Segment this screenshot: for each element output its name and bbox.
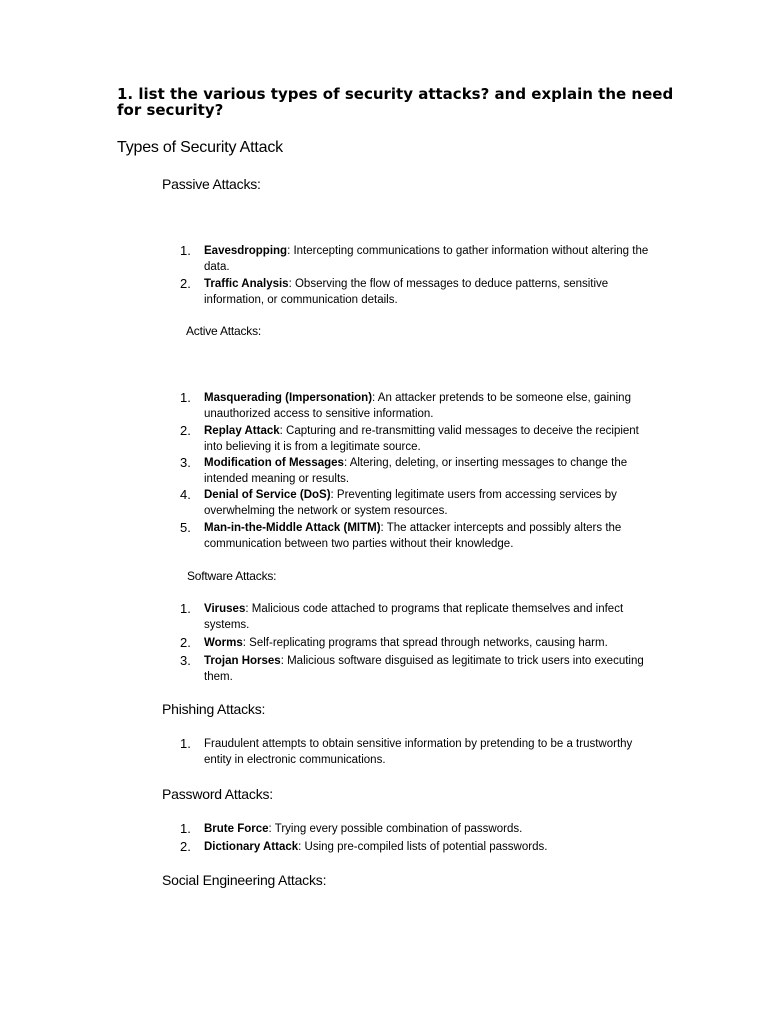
list-number: 2. bbox=[180, 423, 191, 438]
list-number: 3. bbox=[180, 653, 191, 668]
list-item bbox=[180, 423, 650, 455]
term: Man-in-the-Middle Attack (MITM) bbox=[204, 522, 381, 534]
description: : An attacker pretends to be someone else, gaining unauthorized access to sensitive information. bbox=[204, 392, 631, 420]
list-number: 1. bbox=[180, 821, 191, 836]
list-item bbox=[180, 243, 650, 275]
question-heading: 1. list the various types of security attacks? and explain the need for security? bbox=[117, 85, 674, 119]
software-attacks-heading: Software Attacks: bbox=[187, 569, 277, 583]
term: Viruses bbox=[204, 603, 246, 615]
list-number: 3. bbox=[180, 455, 191, 470]
description: : Observing the flow of messages to deduce patterns, sensitive information, or communication details. bbox=[204, 278, 609, 306]
description: : Capturing and re-transmitting valid messages to deceive the recipient into believing it is from a legitimate source. bbox=[204, 425, 639, 453]
list-number: 4. bbox=[180, 487, 191, 502]
term: Trojan Horses bbox=[204, 655, 281, 667]
list-item bbox=[180, 390, 650, 422]
list-item bbox=[180, 520, 650, 552]
description: : Altering, deleting, or inserting messages to change the intended meaning or results. bbox=[204, 457, 628, 485]
active-attacks-heading: Active Attacks: bbox=[186, 324, 262, 338]
description: : Trying every possible combination of passwords. bbox=[268, 823, 523, 835]
list-item bbox=[180, 455, 650, 487]
list-number: 5. bbox=[180, 520, 191, 535]
term: Brute Force bbox=[204, 823, 269, 835]
list-item bbox=[180, 601, 650, 633]
list-item bbox=[180, 821, 650, 837]
list-number: 1. bbox=[180, 390, 191, 405]
section-heading: Types of Security Attack bbox=[117, 139, 283, 156]
password-attacks-heading: Password Attacks: bbox=[162, 786, 273, 802]
phishing-attacks-heading: Phishing Attacks: bbox=[162, 701, 266, 717]
list-item bbox=[180, 276, 650, 308]
description: : The attacker intercepts and possibly alters the communication between two parties without their knowledge. bbox=[204, 522, 622, 550]
description: : Intercepting communications to gather information without altering the data. bbox=[204, 245, 649, 273]
list-item bbox=[180, 653, 650, 685]
list-item bbox=[180, 487, 650, 519]
list-item bbox=[180, 839, 650, 855]
social-engineering-attacks-heading: Social Engineering Attacks: bbox=[162, 872, 327, 888]
list-number: 1. bbox=[180, 736, 191, 751]
term: Traffic Analysis bbox=[204, 278, 289, 290]
list-number: 2. bbox=[180, 635, 191, 650]
list-number: 1. bbox=[180, 243, 191, 258]
term: Modification of Messages bbox=[204, 457, 344, 469]
list-number: 2. bbox=[180, 839, 191, 854]
description: Fraudulent attempts to obtain sensitive information by pretending to be a trustworthy entity in electronic communications. bbox=[204, 738, 633, 766]
description: : Malicious software disguised as legitimate to trick users into executing them. bbox=[204, 655, 644, 683]
description: : Self-replicating programs that spread through networks, causing harm. bbox=[242, 637, 608, 649]
passive-attacks-heading: Passive Attacks: bbox=[162, 176, 261, 192]
description: : Preventing legitimate users from accessing services by overwhelming the network or system resources. bbox=[204, 489, 617, 517]
term: Dictionary Attack bbox=[204, 841, 299, 853]
term: Replay Attack bbox=[204, 425, 280, 437]
list-item bbox=[180, 736, 650, 768]
description: : Using pre-compiled lists of potential passwords. bbox=[298, 841, 548, 853]
term: Masquerading (Impersonation) bbox=[204, 392, 373, 404]
list-number: 1. bbox=[180, 601, 191, 616]
term: Worms bbox=[204, 637, 243, 649]
description: : Malicious code attached to programs that replicate themselves and infect systems. bbox=[204, 603, 624, 631]
list-item bbox=[180, 635, 650, 651]
term: Denial of Service (DoS) bbox=[204, 489, 331, 501]
list-number: 2. bbox=[180, 276, 191, 291]
term: Eavesdropping bbox=[204, 245, 288, 257]
